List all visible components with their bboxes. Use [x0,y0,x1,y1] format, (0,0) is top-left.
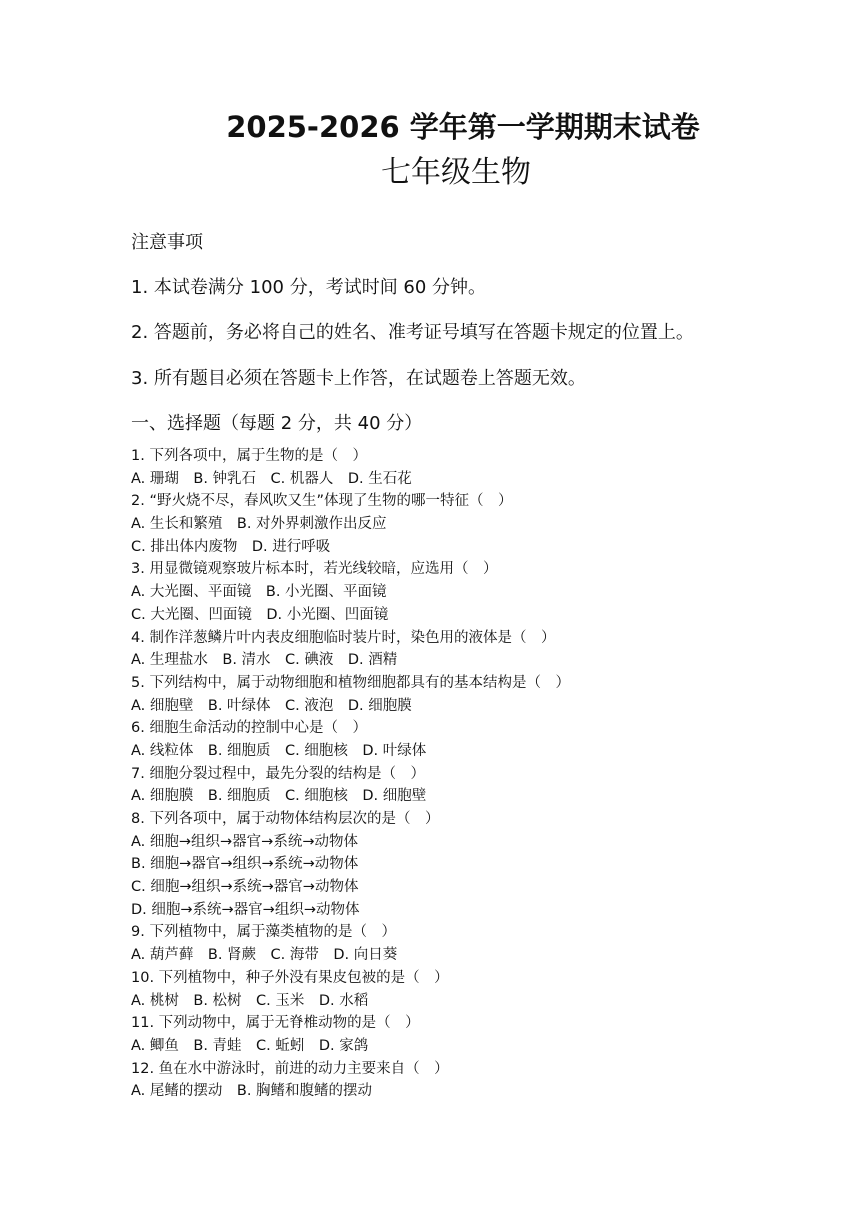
options-line: A. 生长和繁殖 B. 对外界刺激作出反应 [131,516,387,533]
note-item: 1. 本试卷满分 100 分，考试时间 60 分钟。 [131,277,487,298]
options-line: A. 葫芦藓 B. 肾蕨 C. 海带 D. 向日葵 [131,947,398,964]
question-list [131,445,851,1103]
options-line: A. 桃树 B. 松树 C. 玉米 D. 水稻 [131,992,369,1009]
question-line: 10. 下列植物中，种子外没有果皮包被的是（ ） [131,969,449,986]
options-line: A. 鲫鱼 B. 青蛙 C. 蚯蚓 D. 家鸽 [131,1037,369,1054]
question-line: 11. 下列动物中，属于无脊椎动物的是（ ） [131,1015,420,1032]
options-line: C. 排出体内废物 D. 进行呼吸 [131,538,331,555]
question-line: 8. 下列各项中，属于动物体结构层次的是（ ） [131,811,440,827]
question-line: 1. 下列各项中，属于生物的是（ ） [131,448,367,464]
question-line: 5. 下列结构中，属于动物细胞和植物细胞都具有的基本结构是（ ） [131,674,570,691]
question-line: 4. 制作洋葱鳞片叶内表皮细胞临时装片时，染色用的液体是（ ） [131,629,556,646]
options-line: A. 大光圈、平面镜 B. 小光圈、平面镜 [131,584,387,601]
options-line: A. 线粒体 B. 细胞质 C. 细胞核 D. 叶绿体 [131,742,427,759]
options-line: C. 大光圈、凹面镜 D. 小光圈、凹面镜 [131,606,389,623]
question-line: 3. 用显微镜观察玻片标本时，若光线较暗，应选用（ ） [131,561,498,578]
options-line: A. 细胞膜 B. 细胞质 C. 细胞核 D. 细胞壁 [131,788,427,805]
notes-heading: 注意事项 [131,232,203,253]
question-line: 12. 鱼在水中游泳时，前进的动力主要来自（ ） [131,1060,449,1077]
question-line: 7. 细胞分裂过程中，最先分裂的结构是（ ） [131,765,425,782]
question-line: 9. 下列植物中，属于藻类植物的是（ ） [131,924,396,941]
question-line: 6. 细胞生命活动的控制中心是（ ） [131,720,367,737]
options-line: A. 细胞→组织→器官→系统→动物体 [131,833,358,850]
options-line: A. 生理盐水 B. 清水 C. 碘液 D. 酒精 [131,652,398,669]
options-line: C. 细胞→组织→系统→器官→动物体 [131,879,359,896]
question-line: 2. “野火烧不尽，春风吹又生”体现了生物的哪一特征（ ） [131,493,513,510]
options-line: A. 尾鳍的摆动 B. 胸鳍和腹鳍的摆动 [131,1083,373,1100]
options-line: A. 珊瑚 B. 钟乳石 C. 机器人 D. 生石花 [131,470,412,487]
options-line: A. 细胞壁 B. 叶绿体 C. 液泡 D. 细胞膜 [131,697,412,714]
section-heading: 一、选择题（每题 2 分，共 40 分） [131,413,423,434]
exam-subtitle: 七年级生物 [381,155,531,190]
note-item: 2. 答题前，务必将自己的姓名、准考证号填写在答题卡规定的位置上。 [131,322,694,343]
options-line: B. 细胞→器官→组织→系统→动物体 [131,856,359,873]
note-item: 3. 所有题目必须在答题卡上作答，在试题卷上答题无效。 [131,368,586,389]
exam-title: 2025-2026 学年第一学期期末试卷 [226,110,700,144]
options-line: D. 细胞→系统→器官→组织→动物体 [131,901,360,918]
